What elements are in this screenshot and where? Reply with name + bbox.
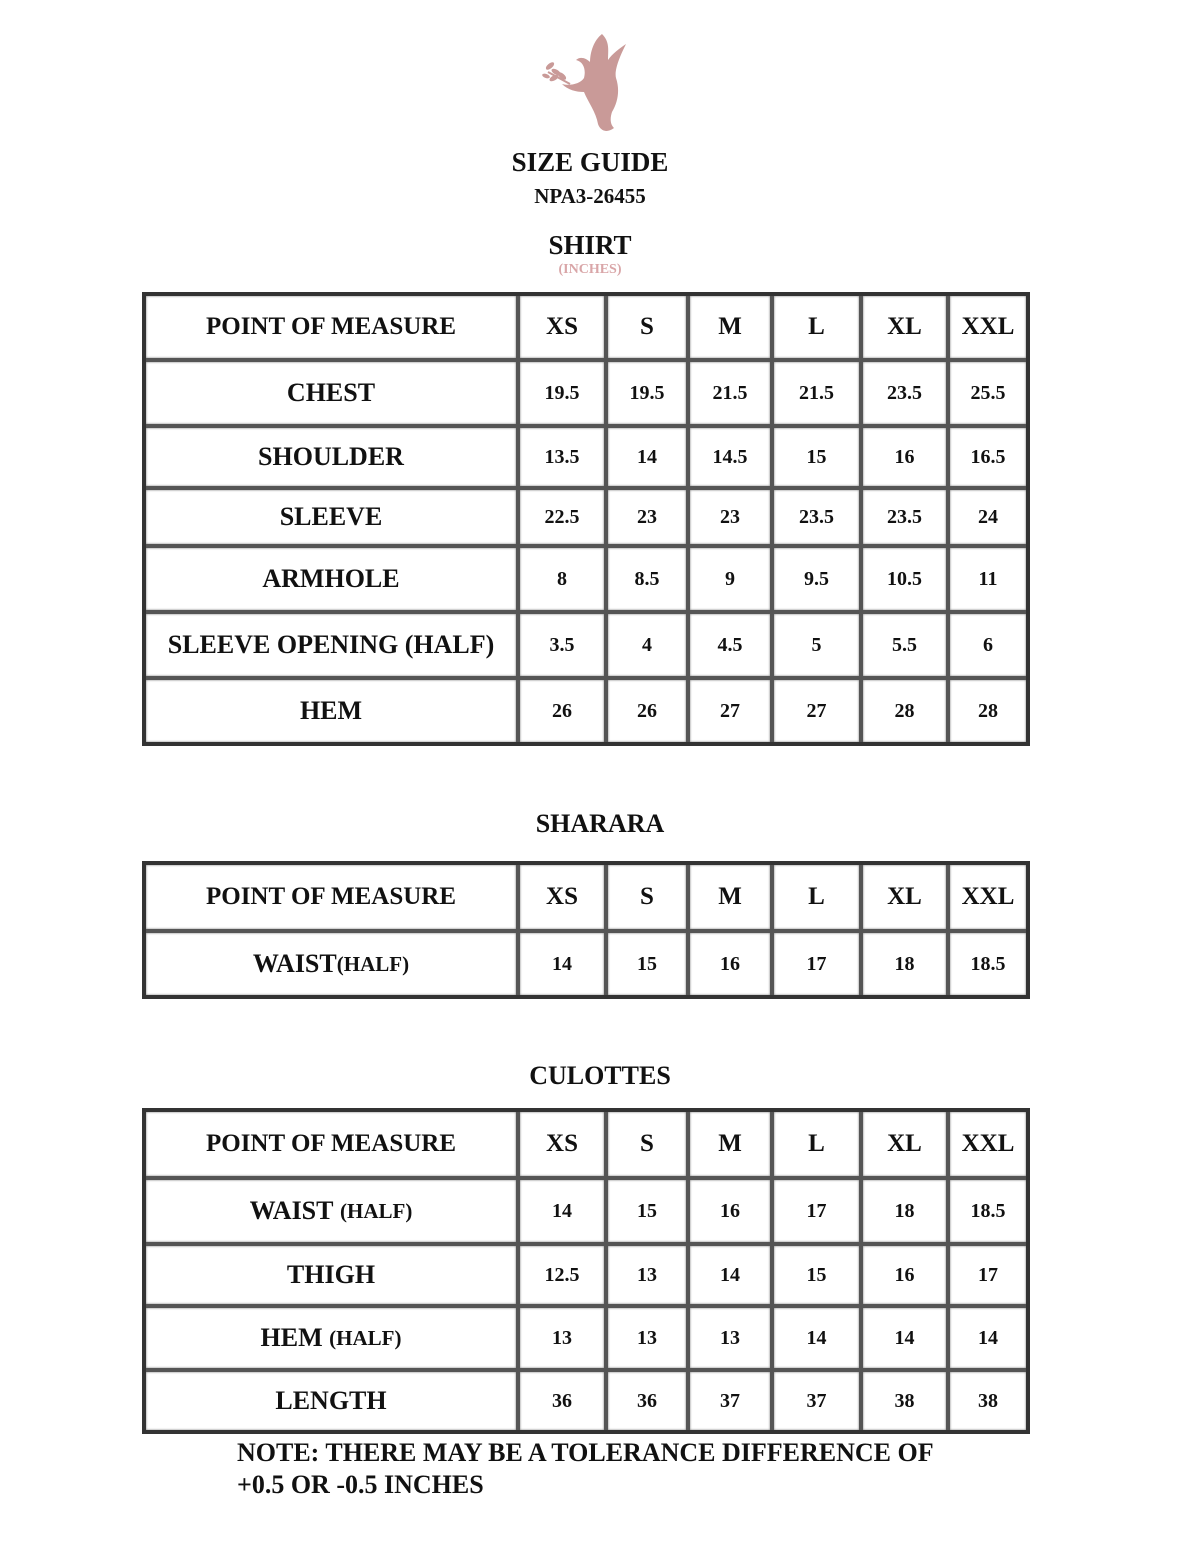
table-cell: 19.5: [520, 362, 604, 424]
table-cell: 15: [608, 933, 686, 995]
table-cell: 18.5: [950, 933, 1026, 995]
table-cell: 13: [690, 1308, 770, 1368]
table-cell: 14.5: [690, 428, 770, 486]
table-cell: 26: [520, 680, 604, 742]
table-cell: 19.5: [608, 362, 686, 424]
table-row: [146, 548, 1026, 610]
column-header: XS: [520, 865, 604, 929]
table-cell: 10.5: [863, 548, 946, 610]
row-label-suffix: (HALF): [336, 951, 410, 976]
table-cell: 36: [520, 1372, 604, 1430]
table-cell: 27: [690, 680, 770, 742]
column-header: L: [774, 1112, 859, 1176]
table-header-row: [146, 296, 1026, 358]
column-header: S: [608, 1112, 686, 1176]
table-row: [146, 1246, 1026, 1304]
table-cell: 38: [950, 1372, 1026, 1430]
sharara-size-table: [142, 861, 1030, 999]
row-label: [146, 933, 516, 995]
row-label-text: HEM: [260, 1323, 323, 1352]
table-cell: 26: [608, 680, 686, 742]
column-header: M: [690, 296, 770, 358]
table-cell: 38: [863, 1372, 946, 1430]
table-cell: 21.5: [774, 362, 859, 424]
table-row: [146, 490, 1026, 544]
table-cell: 18.5: [950, 1180, 1026, 1242]
table-cell: 37: [774, 1372, 859, 1430]
column-header: XXL: [950, 865, 1026, 929]
column-header: POINT OF MEASURE: [146, 296, 516, 358]
table-row: [146, 1308, 1026, 1368]
column-header: POINT OF MEASURE: [146, 865, 516, 929]
table-cell: 16: [690, 933, 770, 995]
table-cell: 14: [863, 1308, 946, 1368]
row-label: ARMHOLE: [146, 548, 516, 610]
table-cell: 14: [520, 1180, 604, 1242]
column-header: L: [774, 865, 859, 929]
table-cell: 23.5: [863, 362, 946, 424]
table-cell: 15: [774, 428, 859, 486]
unit-label: (INCHES): [558, 262, 622, 277]
page-title: SIZE GUIDE: [511, 147, 669, 177]
column-header: S: [608, 865, 686, 929]
table-cell: 22.5: [520, 490, 604, 544]
table-header-row: [146, 865, 1026, 929]
table-cell: 12.5: [520, 1246, 604, 1304]
table-cell: 14: [608, 428, 686, 486]
column-header: XS: [520, 296, 604, 358]
note-line-2: +0.5 OR -0.5 INCHES: [237, 1470, 484, 1499]
sharara-section-title: SHARARA: [535, 809, 665, 838]
table-cell: 15: [608, 1180, 686, 1242]
dove-with-olive-branch-icon: [540, 32, 632, 136]
table-cell: 25.5: [950, 362, 1026, 424]
table-cell: 5: [774, 614, 859, 676]
table-row: [146, 428, 1026, 486]
table-row: [146, 933, 1026, 995]
tolerance-note: [237, 1437, 997, 1501]
table-cell: 16: [863, 1246, 946, 1304]
table-cell: 16: [863, 428, 946, 486]
column-header: XL: [863, 865, 946, 929]
row-label: CHEST: [146, 362, 516, 424]
table-cell: 14: [774, 1308, 859, 1368]
table-cell: 8.5: [608, 548, 686, 610]
column-header: XXL: [950, 296, 1026, 358]
table-cell: 6: [950, 614, 1026, 676]
table-cell: 37: [690, 1372, 770, 1430]
table-cell: 13: [608, 1308, 686, 1368]
column-header: M: [690, 1112, 770, 1176]
table-cell: 9.5: [774, 548, 859, 610]
table-cell: 17: [774, 933, 859, 995]
table-cell: 23.5: [863, 490, 946, 544]
table-cell: 23: [690, 490, 770, 544]
table-row: [146, 1180, 1026, 1242]
table-cell: 36: [608, 1372, 686, 1430]
column-header: XL: [863, 296, 946, 358]
row-label: [146, 1180, 516, 1242]
row-label: SLEEVE: [146, 490, 516, 544]
table-header-row: [146, 1112, 1026, 1176]
row-label: SLEEVE OPENING (HALF): [146, 614, 516, 676]
table-cell: 18: [863, 1180, 946, 1242]
table-cell: 27: [774, 680, 859, 742]
table-cell: 5.5: [863, 614, 946, 676]
column-header: POINT OF MEASURE: [146, 1112, 516, 1176]
row-label-suffix: (HALF): [329, 1325, 402, 1350]
culottes-section-title: CULOTTES: [529, 1061, 671, 1090]
row-label: [146, 1308, 516, 1368]
column-header: XS: [520, 1112, 604, 1176]
table-cell: 13.5: [520, 428, 604, 486]
table-cell: 16: [690, 1180, 770, 1242]
row-label: SHOULDER: [146, 428, 516, 486]
table-cell: 16.5: [950, 428, 1026, 486]
row-label: [146, 1372, 516, 1430]
table-cell: 14: [690, 1246, 770, 1304]
table-cell: 23.5: [774, 490, 859, 544]
table-row: [146, 362, 1026, 424]
table-cell: 21.5: [690, 362, 770, 424]
column-header: XXL: [950, 1112, 1026, 1176]
table-cell: 28: [950, 680, 1026, 742]
table-cell: 3.5: [520, 614, 604, 676]
table-cell: 18: [863, 933, 946, 995]
table-cell: 17: [774, 1180, 859, 1242]
table-cell: 24: [950, 490, 1026, 544]
table-row: [146, 1372, 1026, 1430]
table-cell: 14: [520, 933, 604, 995]
table-row: [146, 680, 1026, 742]
table-cell: 9: [690, 548, 770, 610]
row-label-text: LENGTH: [275, 1386, 387, 1415]
column-header: S: [608, 296, 686, 358]
row-label-suffix: (HALF): [340, 1198, 413, 1223]
row-label-text: WAIST: [252, 949, 337, 978]
table-cell: 15: [774, 1246, 859, 1304]
column-header: M: [690, 865, 770, 929]
shirt-size-table: [142, 292, 1030, 746]
row-label-text: WAIST: [249, 1196, 334, 1225]
table-cell: 28: [863, 680, 946, 742]
table-cell: 4.5: [690, 614, 770, 676]
table-row: [146, 614, 1026, 676]
column-header: L: [774, 296, 859, 358]
shirt-section-title: SHIRT: [548, 230, 632, 260]
table-cell: 11: [950, 548, 1026, 610]
row-label: [146, 1246, 516, 1304]
column-header: XL: [863, 1112, 946, 1176]
table-cell: 17: [950, 1246, 1026, 1304]
culottes-size-table: [142, 1108, 1030, 1434]
table-cell: 13: [520, 1308, 604, 1368]
table-cell: 4: [608, 614, 686, 676]
table-cell: 8: [520, 548, 604, 610]
row-label: HEM: [146, 680, 516, 742]
row-label-text: THIGH: [286, 1260, 376, 1289]
product-code: NPA3-26455: [534, 184, 646, 208]
note-line-1: NOTE: THERE MAY BE A TOLERANCE DIFFERENCE OF: [237, 1438, 934, 1467]
table-cell: 14: [950, 1308, 1026, 1368]
table-cell: 23: [608, 490, 686, 544]
table-cell: 13: [608, 1246, 686, 1304]
